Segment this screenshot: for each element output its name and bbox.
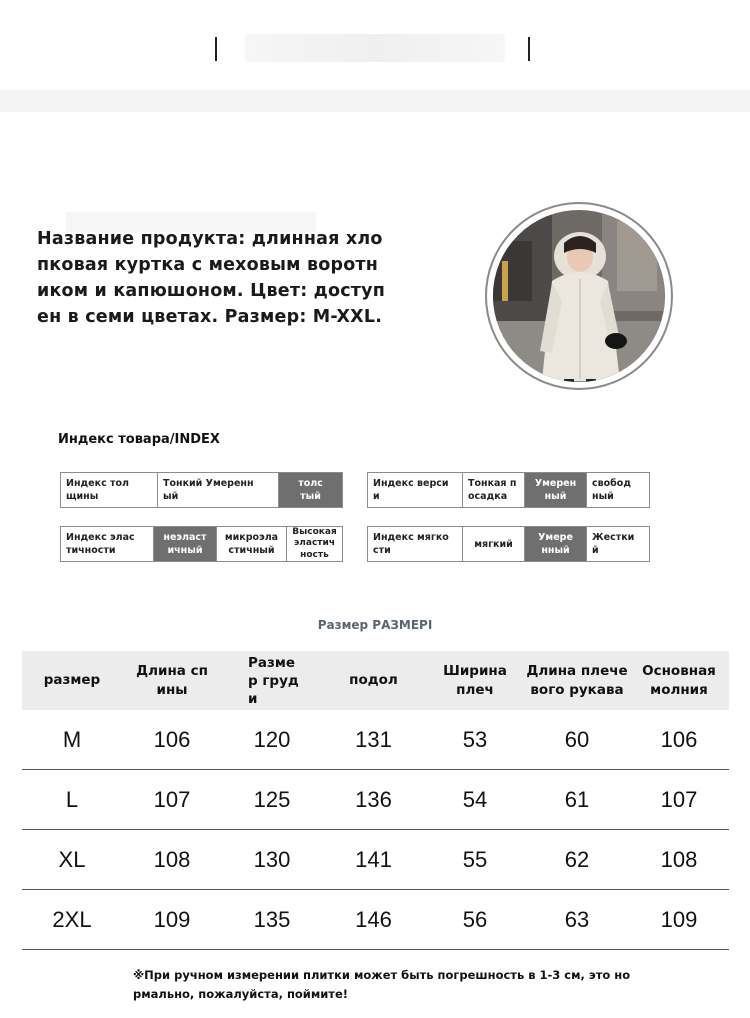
row-size: 2XL	[52, 906, 92, 932]
row-shoulder: 55	[462, 846, 488, 872]
header-sleeve: Длина плече вого рукава	[526, 662, 628, 698]
row-size: XL	[58, 846, 86, 872]
row-hem: 131	[355, 726, 392, 752]
elasticity-micro: микроэла стичный	[217, 527, 287, 561]
header-size: размер	[43, 672, 101, 688]
row-sleeve: 61	[564, 786, 590, 812]
thickness-thick: толс тый	[279, 473, 342, 507]
softness-label: Индекс мягко сти	[368, 527, 463, 561]
divider-right	[528, 37, 530, 61]
product-description: Название продукта: длинная хло пковая куртка с меховым воротн иком и капюшоном. Цвет: доступ ен в семи цветах. Размер: M-XXL.	[37, 229, 386, 327]
header-hem: подол	[349, 672, 398, 688]
header-zipper: Основная молния	[642, 662, 716, 698]
softness-index	[367, 526, 650, 562]
row-size: M	[62, 726, 82, 752]
elasticity-high: Высокая эластич ность	[292, 526, 337, 560]
thickness-index	[60, 472, 343, 508]
fit-slim: Тонкая п осадка	[463, 473, 525, 507]
table-row	[22, 890, 729, 950]
row-chest: 125	[253, 786, 291, 812]
row-size: L	[65, 786, 79, 812]
product-photo	[482, 201, 676, 391]
row-back-length: 107	[153, 786, 191, 812]
row-chest: 130	[253, 846, 291, 872]
table-row	[22, 770, 729, 830]
row-hem: 136	[355, 786, 392, 812]
size-title: Размер РАЗМЕРI	[317, 618, 433, 632]
fit-loose: свобод ный	[592, 478, 632, 502]
row-sleeve: 62	[564, 846, 590, 872]
thickness-label: Индекс тол щины	[61, 473, 158, 507]
table-row	[22, 710, 729, 770]
softness-soft: мягкий	[463, 527, 525, 561]
size-table	[22, 651, 729, 950]
row-zipper: 107	[660, 786, 698, 812]
fit-label: Индекс верси и	[368, 473, 463, 507]
thickness-thin-moderate: Тонкий Умеренн ый	[158, 473, 279, 507]
header-chest: Разме р груд и	[248, 654, 299, 707]
divider-left	[215, 37, 217, 61]
row-zipper: 108	[660, 846, 698, 872]
header-shoulder: Ширина плеч	[443, 662, 507, 698]
row-back-length: 108	[153, 846, 191, 872]
elasticity-index	[60, 526, 343, 562]
softness-hard: Жестки й	[592, 532, 635, 556]
elasticity-label: Индекс элас тичности	[61, 527, 154, 561]
size-table-header	[22, 651, 729, 710]
row-back-length: 109	[153, 906, 191, 932]
index-title: Индекс товара/INDEX	[58, 432, 220, 447]
row-hem: 141	[355, 846, 392, 872]
row-shoulder: 56	[462, 906, 488, 932]
header-back-length: Длина сп ины	[136, 662, 208, 698]
banner-placeholder	[245, 34, 505, 62]
table-row	[22, 830, 729, 890]
row-zipper: 109	[660, 906, 698, 932]
top-banner	[0, 0, 750, 90]
row-sleeve: 63	[564, 906, 590, 932]
row-chest: 120	[253, 726, 291, 752]
banner-strip	[0, 90, 750, 112]
row-hem: 146	[355, 906, 392, 932]
row-sleeve: 60	[564, 726, 590, 752]
row-chest: 135	[253, 906, 291, 932]
row-shoulder: 53	[462, 726, 488, 752]
row-shoulder: 54	[462, 786, 488, 812]
fit-moderate: Умерен ный	[525, 473, 587, 507]
measurement-note: ※При ручном измерении плитки может быть погрешность в 1-3 см, это но рмально, пожалуйста, поймите!	[133, 968, 631, 1001]
row-zipper: 106	[660, 726, 698, 752]
row-back-length: 106	[153, 726, 191, 752]
softness-moderate: Умере нный	[525, 527, 587, 561]
elasticity-none: неэласт ичный	[154, 527, 217, 561]
fit-index	[367, 472, 650, 508]
